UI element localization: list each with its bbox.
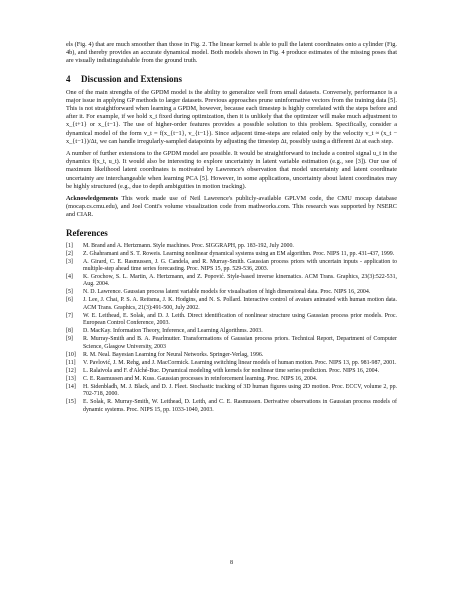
reference-text: R. Murray-Smith and B. A. Pearlmutter. Transformations of Gaussian process priors. Technical Report, Department of Computer Science, Glasgow University, 2003 [83,336,397,350]
reference-text: D. MacKay. Information Theory, Inference, and Learning Algorithms. 2003. [83,328,263,335]
reference-text: E. Solak, R. Murray-Smith, W. Leithead, D. Leith, and C. E. Rasmussen. Derivative observations in Gaussian process models of dynamic systems. Proc. NIPS 15, pp. 1033-1040, 2003. [83,399,397,413]
reference-number: [4] [66,274,73,281]
references-heading: References [66,227,108,238]
discussion-paragraph-1: One of the main strengths of the GPDM model is the ability to generalize well from small datasets. Conversely, performance is a major issue in applying GP methods to larger datasets. Previous approaches prune uninformative vectors from the training data [5]. This is not straightforward when learning a GPDM, however, because each timestep is highly correlated with the steps before and after it. For example, if we hold x_t fixed during optimization, then it is unlikely that the optimizer will make much adjustment to x_{t+1} or x_{t−1}. The use of higher-order features provides a possible solution to this problem. Specifically, consider a dynamical model of the form v_t = f(x_{t−1}, v_{t−1}). Since adjacent time-steps are related only by the velocity v_t ≈ (x_t − x_{t−1})/Δt, we can handle irregularly-sampled datapoints by adjusting the timestep Δt, possibly using a different Δt at each step. [66,88,397,145]
reference-text: V. Pavlović, J. M. Rehg, and J. MacCormick. Learning switching linear models of human motion. Proc. NIPS 13, pp. 981-987, 2001. [83,359,397,366]
reference-number: [12] [66,367,76,374]
reference-text: A. Girard, C. E. Rasmussen, J. G. Candela, and R. Murray-Smith. Gaussian process priors with uncertain inputs - application to multiple-step ahead time series forecasting. Proc. NIPS 15, pp. 529-536, 2003. [83,258,397,273]
reference-item [66,313,397,328]
acknowledgements-label: Acknowledgements [66,195,119,203]
reference-item [66,352,397,359]
reference-number: [8] [66,328,73,335]
reference-number: [5] [66,289,73,296]
reference-number: [15] [66,399,76,406]
reference-text: L. Ralaivola and F. d'Alché-Buc. Dynamical modeling with kernels for nonlinear time series prediction. Proc. NIPS 16, 2004. [83,367,380,374]
reference-item [66,384,397,399]
acknowledgements-text: This work made use of Neil Lawrence's publicly-available GPLVM code, the CMU mocap database (mocap.cs.cmu.edu), and Joel Conti's volume visualization code from mathworks.com. This research was supported by NSERC and CIAR. [66,195,397,219]
reference-number: [6] [66,297,73,304]
reference-text: N. D. Lawrence. Gaussian process latent variable models for visualisation of high dimensional data. Proc. NIPS 16, 2004. [83,289,371,296]
reference-item [66,243,397,250]
acknowledgements-paragraph [66,195,397,220]
reference-item [66,360,397,367]
reference-text: C. E. Rasmussen and M. Kuss. Gaussian processes in reinforcement learning. Proc. NIPS 16, 2004. [83,375,318,382]
page-number: 8 [230,560,233,566]
reference-list [66,243,397,414]
reference-text: K. Grochow, S. L. Martin, A. Hertzmann, and Z. Popović. Style-based inverse kinematics. ACM Trans. Graphics, 23(3):522-531, Aug. 2004. [83,274,397,288]
intro-paragraph: els (Fig. 4) that are much smoother than those in Fig. 2. The linear kernel is able to pull the latent coordinates onto a cylinder (Fig. 4b), and thereby provides an accurate dynamical model. Both models shown in Fig. 4 produce estimates of the missing poses that are visually indistinguishable from the ground truth. [66,41,397,65]
reference-text: J. Lee, J. Chai, P. S. A. Reitsma, J. K. Hodgins, and N. S. Pollard. Interactive control of avatars animated with human motion data. ACM Trans. Graphics, 21(3):491-500, July 2002. [83,297,397,311]
reference-number: [3] [66,258,73,265]
reference-number: [9] [66,336,73,343]
reference-number: [10] [66,351,76,358]
reference-item [66,289,397,296]
reference-item [66,251,397,258]
section-title: Discussion and Extensions [81,73,183,84]
section-number: 4 [66,73,71,84]
section-heading [66,74,397,85]
reference-item [66,274,397,289]
reference-text: M. Brand and A. Hertzmann. Style machines. Proc. SIGGRAPH, pp. 183-192, July 2000. [83,242,294,249]
reference-item [66,328,397,335]
reference-text: R. M. Neal. Bayesian Learning for Neural Networks. Springer-Verlag, 1996. [83,351,264,358]
reference-number: [7] [66,312,73,319]
reference-text: H. Sidenbladh, M. J. Black, and D. J. Fleet. Stochastic tracking of 3D human figures using 2D motion. Proc. ECCV, volume 2, pp. 702-718, 2000. [83,383,397,398]
reference-item [66,336,397,351]
reference-item [66,259,397,274]
reference-number: [2] [66,250,73,257]
reference-number: [13] [66,375,76,382]
discussion-paragraph-2: A number of further extensions to the GPDM model are possible. It would be straightforward to include a control signal u_t in the dynamics f(x_t, u_t). It would also be interesting to explore uncertainty in latent variable estimation (e.g., see [3]). Our use of maximum likelihood latent coordinates is motivated by Lawrence's observation that model uncertainty and latent coordinate uncertainty are interchangeable when learning PCA [5]. However, in some applications, uncertainty about latent coordinates may be highly structured (e.g., due to depth ambiguities in motion tracking). [66,150,397,190]
reference-item [66,297,397,312]
reference-item [66,376,397,383]
reference-text: W. E. Leithead, E. Solak, and D. J. Leith. Direct identification of nonlinear structure using Gaussian process prior models. Proc. European Control Conference, 2003. [83,312,397,327]
reference-number: [11] [66,359,76,366]
reference-number: [14] [66,383,76,390]
reference-item [66,368,397,375]
reference-number: [1] [66,242,73,249]
reference-item [66,399,397,414]
reference-text: Z. Ghahramani and S. T. Roweis. Learning nonlinear dynamical systems using an EM algorithm. Proc. NIPS 11, pp. 431-437, 1999. [83,250,395,257]
